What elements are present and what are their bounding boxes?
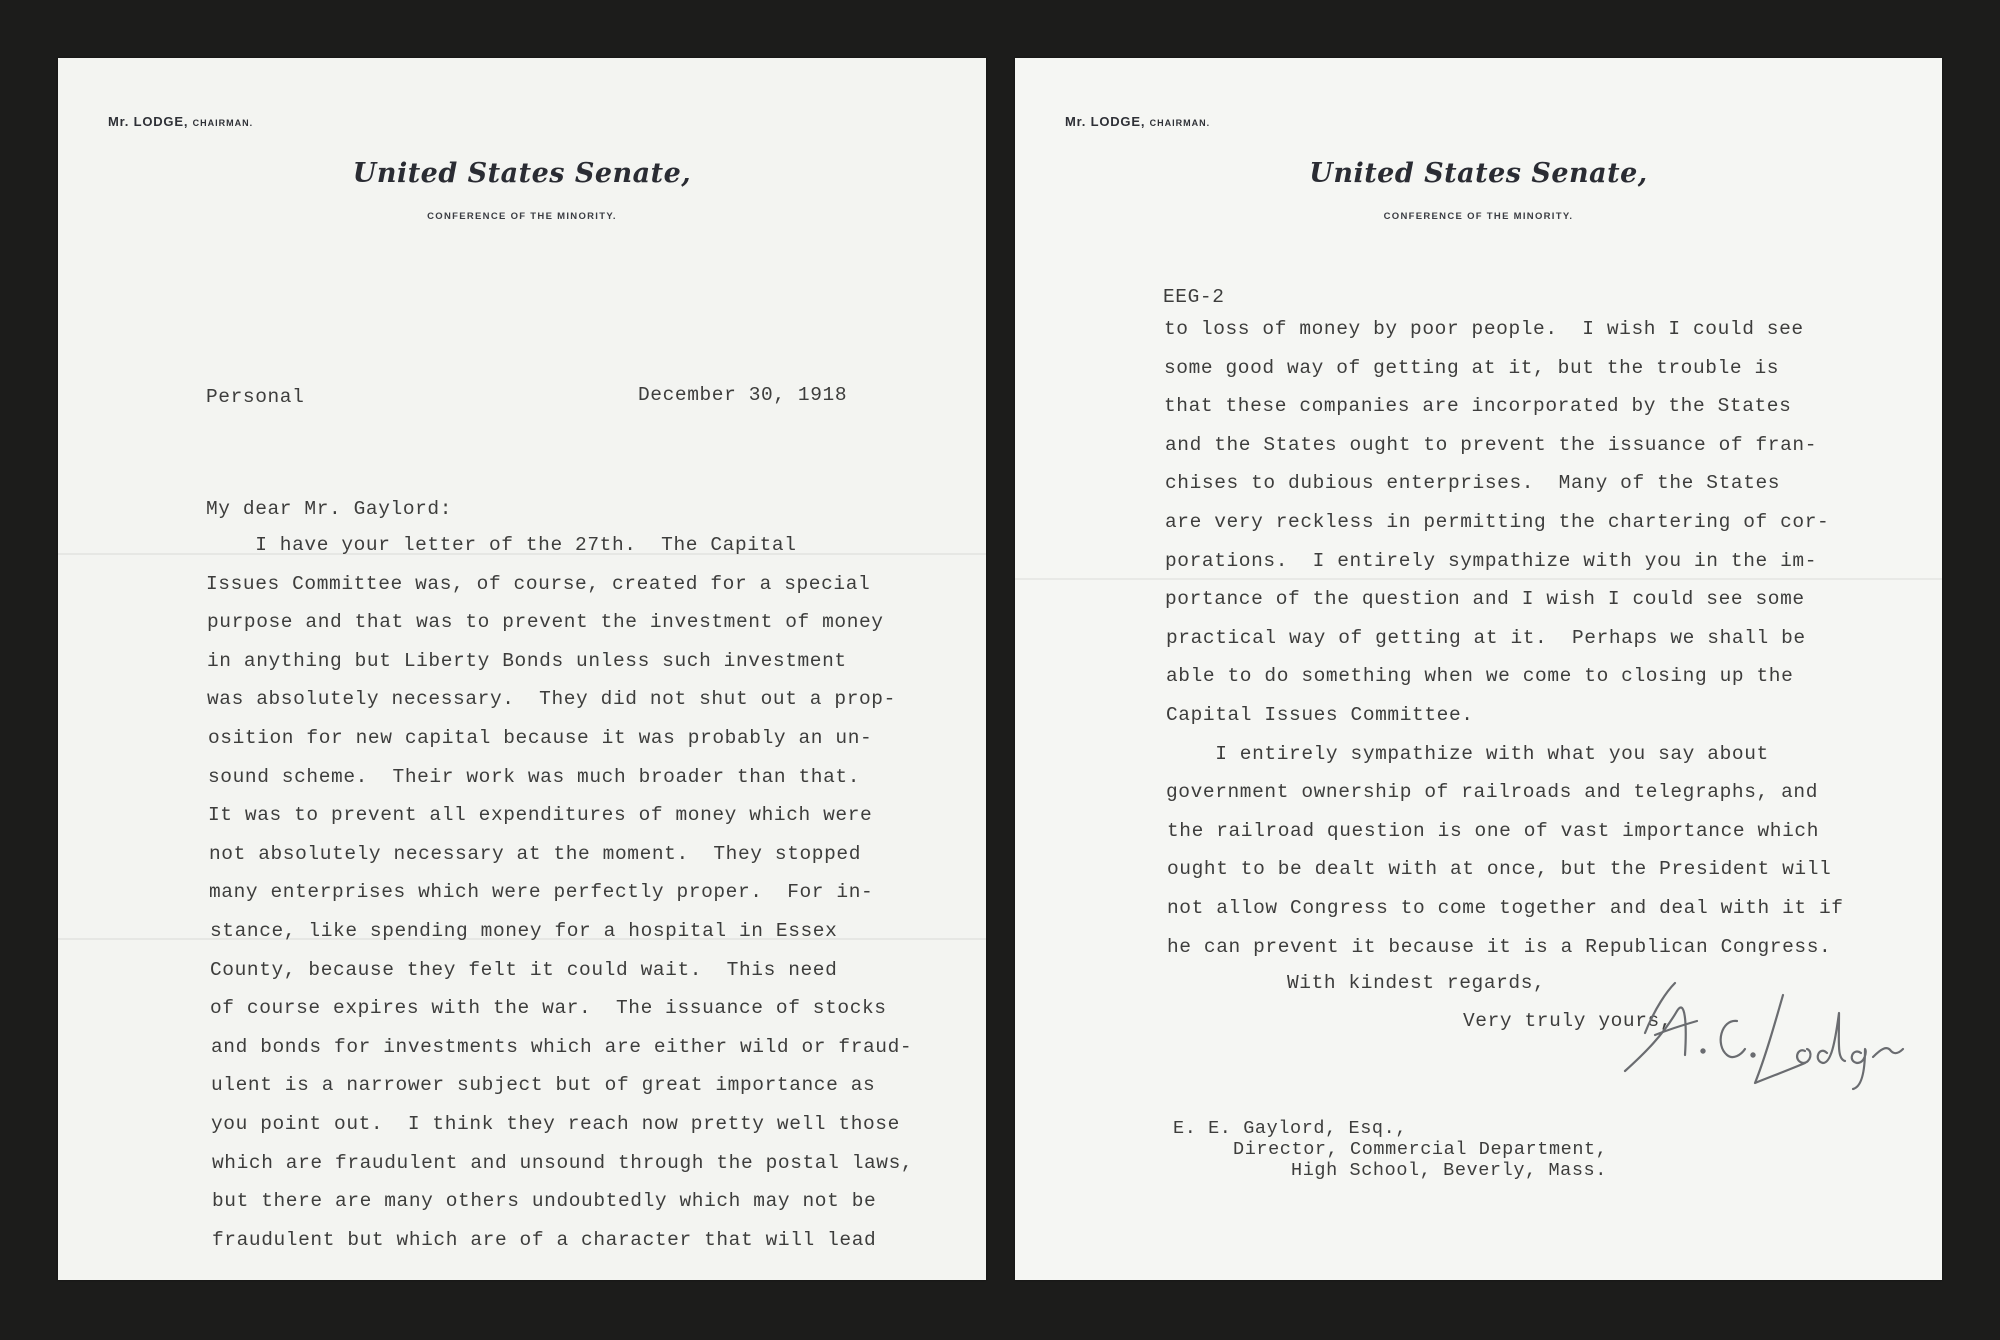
letterhead-senate: United States Senate,	[1309, 158, 1648, 189]
body-line: many enterprises which were perfectly proper. For in-	[209, 881, 874, 904]
body-line: in anything but Liberty Bonds unless such investment	[207, 649, 847, 672]
salutation: My dear Mr. Gaylord:	[206, 498, 453, 520]
body-line: fraudulent but which are of a character that will lead	[212, 1228, 877, 1251]
body-line: some good way of getting at it, but the trouble is	[1164, 356, 1780, 379]
letterhead-conference: CONFERENCE OF THE MINORITY.	[1383, 211, 1574, 222]
body-line: government ownership of railroads and telegraphs, and	[1166, 781, 1819, 804]
body-line: purpose and that was to prevent the investment of money	[207, 611, 884, 634]
body-line: the railroad question is one of vast importance which	[1167, 819, 1820, 842]
body-line: are very reckless in permitting the chartering of cor-	[1165, 511, 1830, 533]
body-line: you point out. I think they reach now pretty well those	[211, 1113, 900, 1135]
chairman-line: Mr. LODGE, CHAIRMAN.	[108, 114, 254, 129]
body-line: which are fraudulent and unsound through the postal laws,	[212, 1151, 914, 1174]
body-line: It was to prevent all expenditures of money which were	[208, 804, 873, 827]
body-line: ought to be dealt with at once, but the President will	[1167, 858, 1832, 881]
fold-crease	[1015, 578, 1942, 580]
body-line: stance, like spending money for a hospital in Essex	[210, 920, 838, 942]
page-marker: EEG-2	[1163, 286, 1225, 308]
letter-page-2	[1015, 58, 1942, 1280]
body-line: I entirely sympathize with what you say about	[1166, 742, 1769, 765]
body-line: ulent is a narrower subject but of great importance as	[211, 1074, 876, 1097]
body-line: of course expires with the war. The issuance of stocks	[210, 997, 887, 1020]
personal-label: Personal	[206, 386, 305, 408]
body-line: not absolutely necessary at the moment. They stopped	[209, 842, 862, 865]
address-line: High School, Beverly, Mass.	[1291, 1160, 1607, 1181]
letter-date: December 30, 1918	[638, 384, 848, 406]
body-line: able to do something when we come to closing up the	[1166, 665, 1794, 688]
body-line: and bonds for investments which are either wild or fraud-	[211, 1035, 913, 1058]
body-line: osition for new capital because it was probably an un-	[208, 727, 873, 749]
body-line: he can prevent it because it is a Republican Congress.	[1167, 935, 1832, 958]
body-line: County, because they felt it could wait. This need	[210, 958, 838, 981]
body-line: Capital Issues Committee.	[1166, 704, 1474, 726]
handwritten-signature	[1615, 963, 1905, 1093]
body-line: sound scheme. Their work was much broader than that.	[208, 765, 861, 788]
letterhead-senate: United States Senate,	[352, 158, 692, 189]
body-line: portance of the question and I wish I could see some	[1165, 588, 1805, 611]
body-line: practical way of getting at it. Perhaps we shall be	[1166, 626, 1806, 649]
body-line: and the States ought to prevent the issuance of fran-	[1165, 433, 1818, 456]
address-line: Director, Commercial Department,	[1233, 1139, 1608, 1160]
body-line: porations. I entirely sympathize with you in the im-	[1165, 549, 1818, 572]
body-line: that these companies are incorporated by the States	[1164, 395, 1792, 418]
closing-salutation: Very truly yours,	[1463, 1010, 1673, 1032]
body-line: chises to dubious enterprises. Many of the States	[1165, 472, 1781, 495]
chairman-line: Mr. LODGE, CHAIRMAN.	[1065, 114, 1211, 129]
body-line: was absolutely necessary. They did not shut out a prop-	[207, 688, 896, 711]
address-line: E. E. Gaylord, Esq.,	[1173, 1118, 1408, 1139]
letter-page-1	[58, 58, 986, 1280]
body-line: but there are many others undoubtedly which may not be	[212, 1190, 877, 1213]
body-line: Issues Committee was, of course, created for a special	[206, 572, 871, 595]
body-line: to loss of money by poor people. I wish I could see	[1164, 318, 1804, 340]
closing-regards: With kindest regards,	[1287, 972, 1546, 994]
body-line: I have your letter of the 27th. The Capital	[206, 534, 797, 556]
letterhead-conference: CONFERENCE OF THE MINORITY.	[427, 211, 617, 222]
body-line: not allow Congress to come together and deal with it if	[1167, 897, 1844, 919]
